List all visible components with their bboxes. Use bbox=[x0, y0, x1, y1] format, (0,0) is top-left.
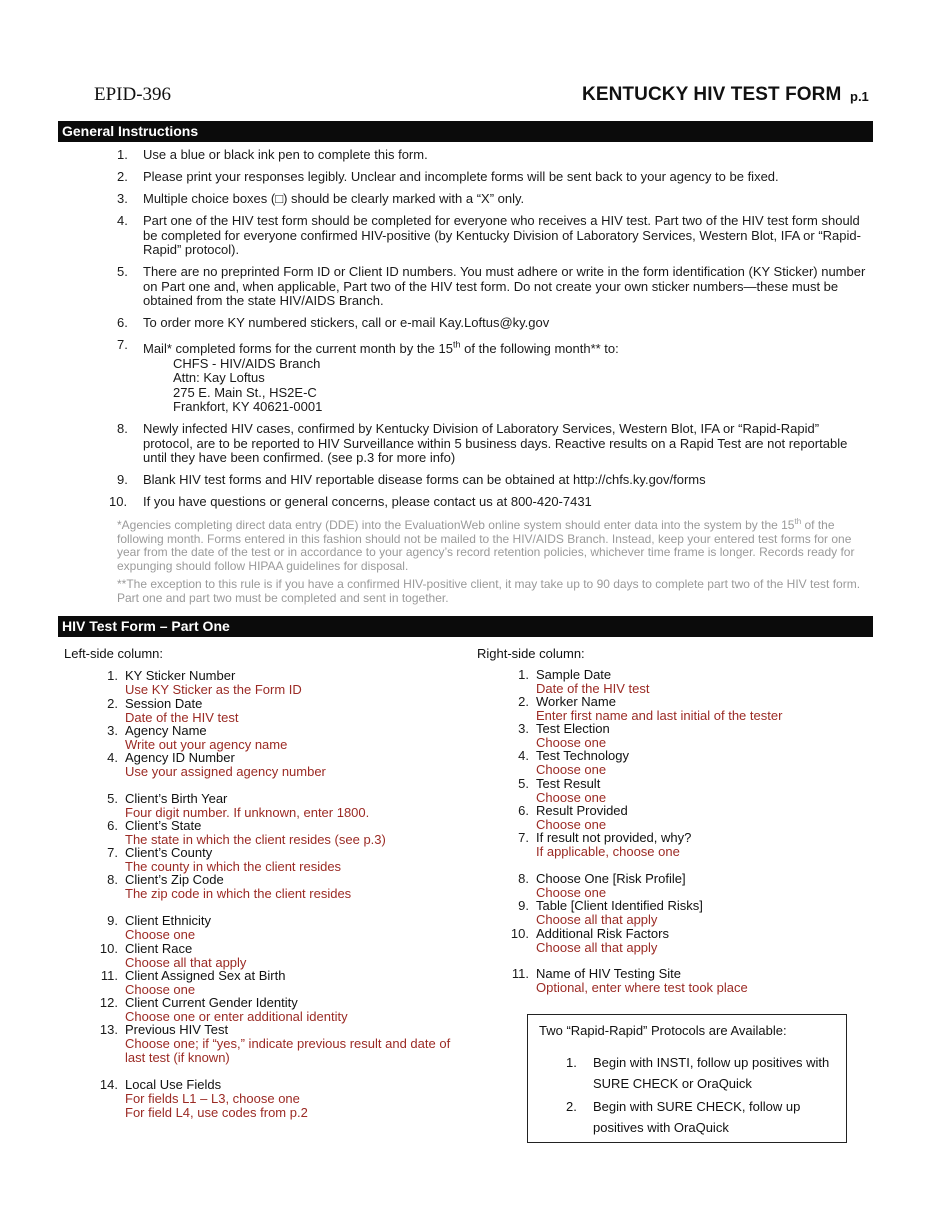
field-number: 3. bbox=[107, 723, 118, 738]
instruction-number: 7. bbox=[117, 337, 128, 352]
field-number: 1. bbox=[518, 667, 529, 682]
instruction-item bbox=[117, 170, 867, 185]
ordinal-suffix: th bbox=[452, 340, 461, 350]
instruction-text: There are no preprinted Form ID or Client ID numbers. You must adhere or write in the form identification (KY Sticker) number on Part one and, when applicable, Part two of the HIV test form. Do not create your own sticker numbers—these must be obtained from the state HIV/AIDS Branch. bbox=[143, 264, 866, 308]
field-number: 10. bbox=[99, 941, 118, 956]
field-number: 1. bbox=[107, 668, 118, 683]
field-number: 2. bbox=[518, 694, 529, 709]
instruction-text: Part one of the HIV test form should be completed for everyone who receives a HIV test. Part two of the HIV test form should be completed for everyone confirmed HIV-positive (by Kentucky Division of Laboratory Services, Western Blot, IFA or “Rapid-Rapid” protocol). bbox=[143, 213, 861, 257]
field-hint: The state in which the client resides (see p.3) bbox=[125, 832, 386, 847]
field-hint: Choose one bbox=[536, 817, 607, 832]
instruction-text: Please print your responses legibly. Unclear and incomplete forms will be sent back to your agency to be fixed. bbox=[143, 169, 779, 184]
field-label: Choose One [Risk Profile] bbox=[536, 871, 686, 886]
field-number: 4. bbox=[107, 750, 118, 765]
address-line: 275 E. Main St., HS2E-C bbox=[173, 384, 317, 400]
general-instructions-heading: General Instructions bbox=[58, 121, 873, 142]
field-label: Worker Name bbox=[536, 694, 616, 709]
field-number: 8. bbox=[518, 871, 529, 886]
instruction-text: Blank HIV test forms and HIV reportable disease forms can be obtained at http://chfs.ky.gov/forms bbox=[143, 472, 706, 488]
footnote-exception: **The exception to this rule is if you have a confirmed HIV-positive client, it may take up to 90 days to complete part two of the HIV test form. Part one and part two must be completed and sent in together. bbox=[117, 577, 861, 605]
field-hint: Choose one bbox=[536, 885, 607, 900]
field-hint: Choose one bbox=[536, 790, 607, 805]
field-hint: Choose all that apply bbox=[536, 940, 658, 955]
field-label: Agency Name bbox=[125, 723, 207, 738]
field-number: 7. bbox=[518, 830, 529, 845]
instruction-number: 2. bbox=[117, 169, 128, 184]
part-one-heading: HIV Test Form – Part One bbox=[58, 616, 873, 637]
field-hint: For fields L1 – L3, choose one bbox=[125, 1091, 300, 1106]
field-label: Client’s Zip Code bbox=[125, 872, 224, 887]
field-hint: Choose one bbox=[536, 762, 607, 777]
field-number: 5. bbox=[107, 791, 118, 806]
field-hint: Enter first name and last initial of the tester bbox=[536, 708, 783, 723]
field-hint: Four digit number. If unknown, enter 1800. bbox=[125, 805, 370, 820]
field-hint: Date of the HIV test bbox=[536, 681, 650, 696]
instruction-item bbox=[117, 192, 867, 207]
instruction-number: 4. bbox=[117, 213, 128, 228]
instruction-number: 8. bbox=[117, 421, 128, 437]
right-column-label: Right-side column: bbox=[477, 646, 585, 661]
instruction-item bbox=[117, 148, 867, 163]
field-number: 13. bbox=[99, 1022, 118, 1037]
field-label: Client Race bbox=[125, 941, 193, 956]
field-label: Client Assigned Sex at Birth bbox=[125, 968, 286, 983]
field-number: 6. bbox=[518, 803, 529, 818]
field-label: Name of HIV Testing Site bbox=[536, 966, 681, 981]
field-number: 9. bbox=[107, 913, 118, 928]
field-label: Client’s State bbox=[125, 818, 202, 833]
instruction-number: 9. bbox=[117, 472, 128, 488]
field-label: Test Result bbox=[536, 776, 601, 791]
instruction-item bbox=[117, 214, 867, 258]
field-number: 14. bbox=[99, 1077, 118, 1092]
instructions-list bbox=[109, 147, 867, 517]
protocol-number: 1. bbox=[566, 1055, 577, 1070]
field-hint: Optional, enter where test took place bbox=[536, 980, 748, 995]
instruction-item bbox=[117, 338, 867, 415]
field-label: Test Election bbox=[536, 721, 610, 736]
field-hint: Choose one bbox=[536, 735, 607, 750]
field-number: 10. bbox=[510, 926, 529, 941]
field-number: 11. bbox=[100, 968, 118, 983]
protocol-text: Begin with INSTI, follow up positives with SURE CHECK or OraQuick bbox=[593, 1055, 830, 1091]
field-number: 8. bbox=[107, 872, 118, 887]
mailing-address bbox=[143, 357, 867, 415]
address-line: CHFS - HIV/AIDS Branch bbox=[173, 355, 321, 371]
field-label: Test Technology bbox=[536, 748, 629, 763]
field-label: Client’s Birth Year bbox=[125, 791, 228, 806]
field-number: 3. bbox=[518, 721, 529, 736]
field-label: Additional Risk Factors bbox=[536, 926, 669, 941]
field-hint: Choose one or enter additional identity bbox=[125, 1009, 348, 1024]
field-hint: Write out your agency name bbox=[125, 737, 288, 752]
field-hint: Choose all that apply bbox=[536, 912, 658, 927]
field-number: 12. bbox=[99, 995, 118, 1010]
ordinal-suffix: th bbox=[794, 517, 802, 526]
rapid-rapid-protocols-box bbox=[527, 1014, 847, 1143]
instruction-text: Use a blue or black ink pen to complete this form. bbox=[143, 147, 428, 162]
instruction-item bbox=[109, 494, 867, 510]
instruction-number: 3. bbox=[117, 191, 128, 206]
instruction-item bbox=[117, 473, 867, 488]
field-hint: The county in which the client resides bbox=[125, 859, 342, 874]
field-hint: Use your assigned agency number bbox=[125, 764, 326, 779]
instruction-number: 10. bbox=[109, 494, 128, 510]
address-line: Attn: Kay Loftus bbox=[173, 370, 265, 386]
field-hint: If applicable, choose one bbox=[536, 844, 680, 859]
form-title: KENTUCKY HIV TEST FORM bbox=[582, 84, 842, 105]
instruction-number: 1. bbox=[117, 147, 128, 162]
instruction-text bbox=[143, 341, 619, 356]
protocol-text: Begin with SURE CHECK, follow up positives with OraQuick bbox=[593, 1099, 801, 1135]
protocols-title: Two “Rapid-Rapid” Protocols are Available: bbox=[539, 1023, 787, 1038]
protocol-number: 2. bbox=[566, 1099, 577, 1114]
instruction-item bbox=[117, 316, 867, 331]
field-hint: Choose one; if “yes,” indicate previous result and date of last test (if known) bbox=[125, 1036, 451, 1065]
field-hint: Choose all that apply bbox=[125, 955, 247, 970]
field-label: Local Use Fields bbox=[125, 1077, 222, 1092]
field-hint: Choose one bbox=[125, 982, 196, 997]
instruction-text: Newly infected HIV cases, confirmed by Kentucky Division of Laboratory Services, Western Blot, IFA or “Rapid-Rapid” protocol, are to be reported to HIV Surveillance within 5 business days. Reactive results on a Rapid Test are not reportable until they have been confirmed. (see p.3 for more info) bbox=[143, 421, 848, 466]
left-column-label: Left-side column: bbox=[64, 646, 163, 661]
instruction-text-a: Mail* completed forms for the current month by the 15 bbox=[143, 341, 453, 357]
instruction-text-b: of the following month** to: bbox=[460, 341, 619, 357]
field-number: 7. bbox=[107, 845, 118, 860]
footnote-dde bbox=[117, 515, 872, 573]
instruction-text: To order more KY numbered stickers, call or e-mail Kay.Loftus@ky.gov bbox=[143, 315, 550, 330]
instruction-text: If you have questions or general concerns, please contact us at 800-420-7431 bbox=[143, 494, 592, 510]
instruction-number: 5. bbox=[117, 264, 128, 279]
instruction-item bbox=[117, 422, 867, 466]
footnote-text-b: of the following month. Forms entered in this fashion should not be mailed to the HIV/AIDS Branch. Instead, keep your entered test forms for one year from the date of the test or in accordance to your agency’s record retention policies, whichever time frame is longer. Records ready for expunging should follow HIPAA guidelines for disposal. bbox=[117, 518, 855, 573]
field-number: 5. bbox=[518, 776, 529, 791]
field-label: Sample Date bbox=[536, 667, 612, 682]
field-label: If result not provided, why? bbox=[536, 830, 692, 845]
field-label: Client Ethnicity bbox=[125, 913, 211, 928]
field-label: Client Current Gender Identity bbox=[125, 995, 298, 1010]
field-label: Table [Client Identified Risks] bbox=[536, 898, 703, 913]
field-hint: For field L4, use codes from p.2 bbox=[125, 1105, 308, 1120]
field-label: KY Sticker Number bbox=[125, 668, 236, 683]
field-number: 2. bbox=[107, 696, 118, 711]
footnote-text-a: *Agencies completing direct data entry (DDE) into the EvaluationWeb online system should enter data into the system by the 15 bbox=[117, 518, 795, 532]
field-number: 9. bbox=[518, 898, 529, 913]
field-label: Previous HIV Test bbox=[125, 1022, 229, 1037]
field-hint: The zip code in which the client resides bbox=[125, 886, 352, 901]
form-id: EPID-396 bbox=[94, 84, 172, 105]
field-hint: Date of the HIV test bbox=[125, 710, 239, 725]
field-number: 4. bbox=[518, 748, 529, 763]
instruction-item bbox=[117, 265, 867, 309]
instruction-text: Multiple choice boxes (□) should be clearly marked with a “X” only. bbox=[143, 191, 525, 206]
field-label: Result Provided bbox=[536, 803, 628, 818]
field-number: 6. bbox=[107, 818, 118, 833]
field-number: 11. bbox=[511, 966, 529, 981]
field-label: Agency ID Number bbox=[125, 750, 235, 765]
instruction-number: 6. bbox=[117, 315, 128, 330]
address-line: Frankfort, KY 40621-0001 bbox=[173, 399, 323, 415]
field-label: Client’s County bbox=[125, 845, 213, 860]
field-hint: Use KY Sticker as the Form ID bbox=[125, 682, 302, 697]
field-label: Session Date bbox=[125, 696, 203, 711]
page-number: p.1 bbox=[850, 89, 869, 104]
field-hint: Choose one bbox=[125, 927, 196, 942]
